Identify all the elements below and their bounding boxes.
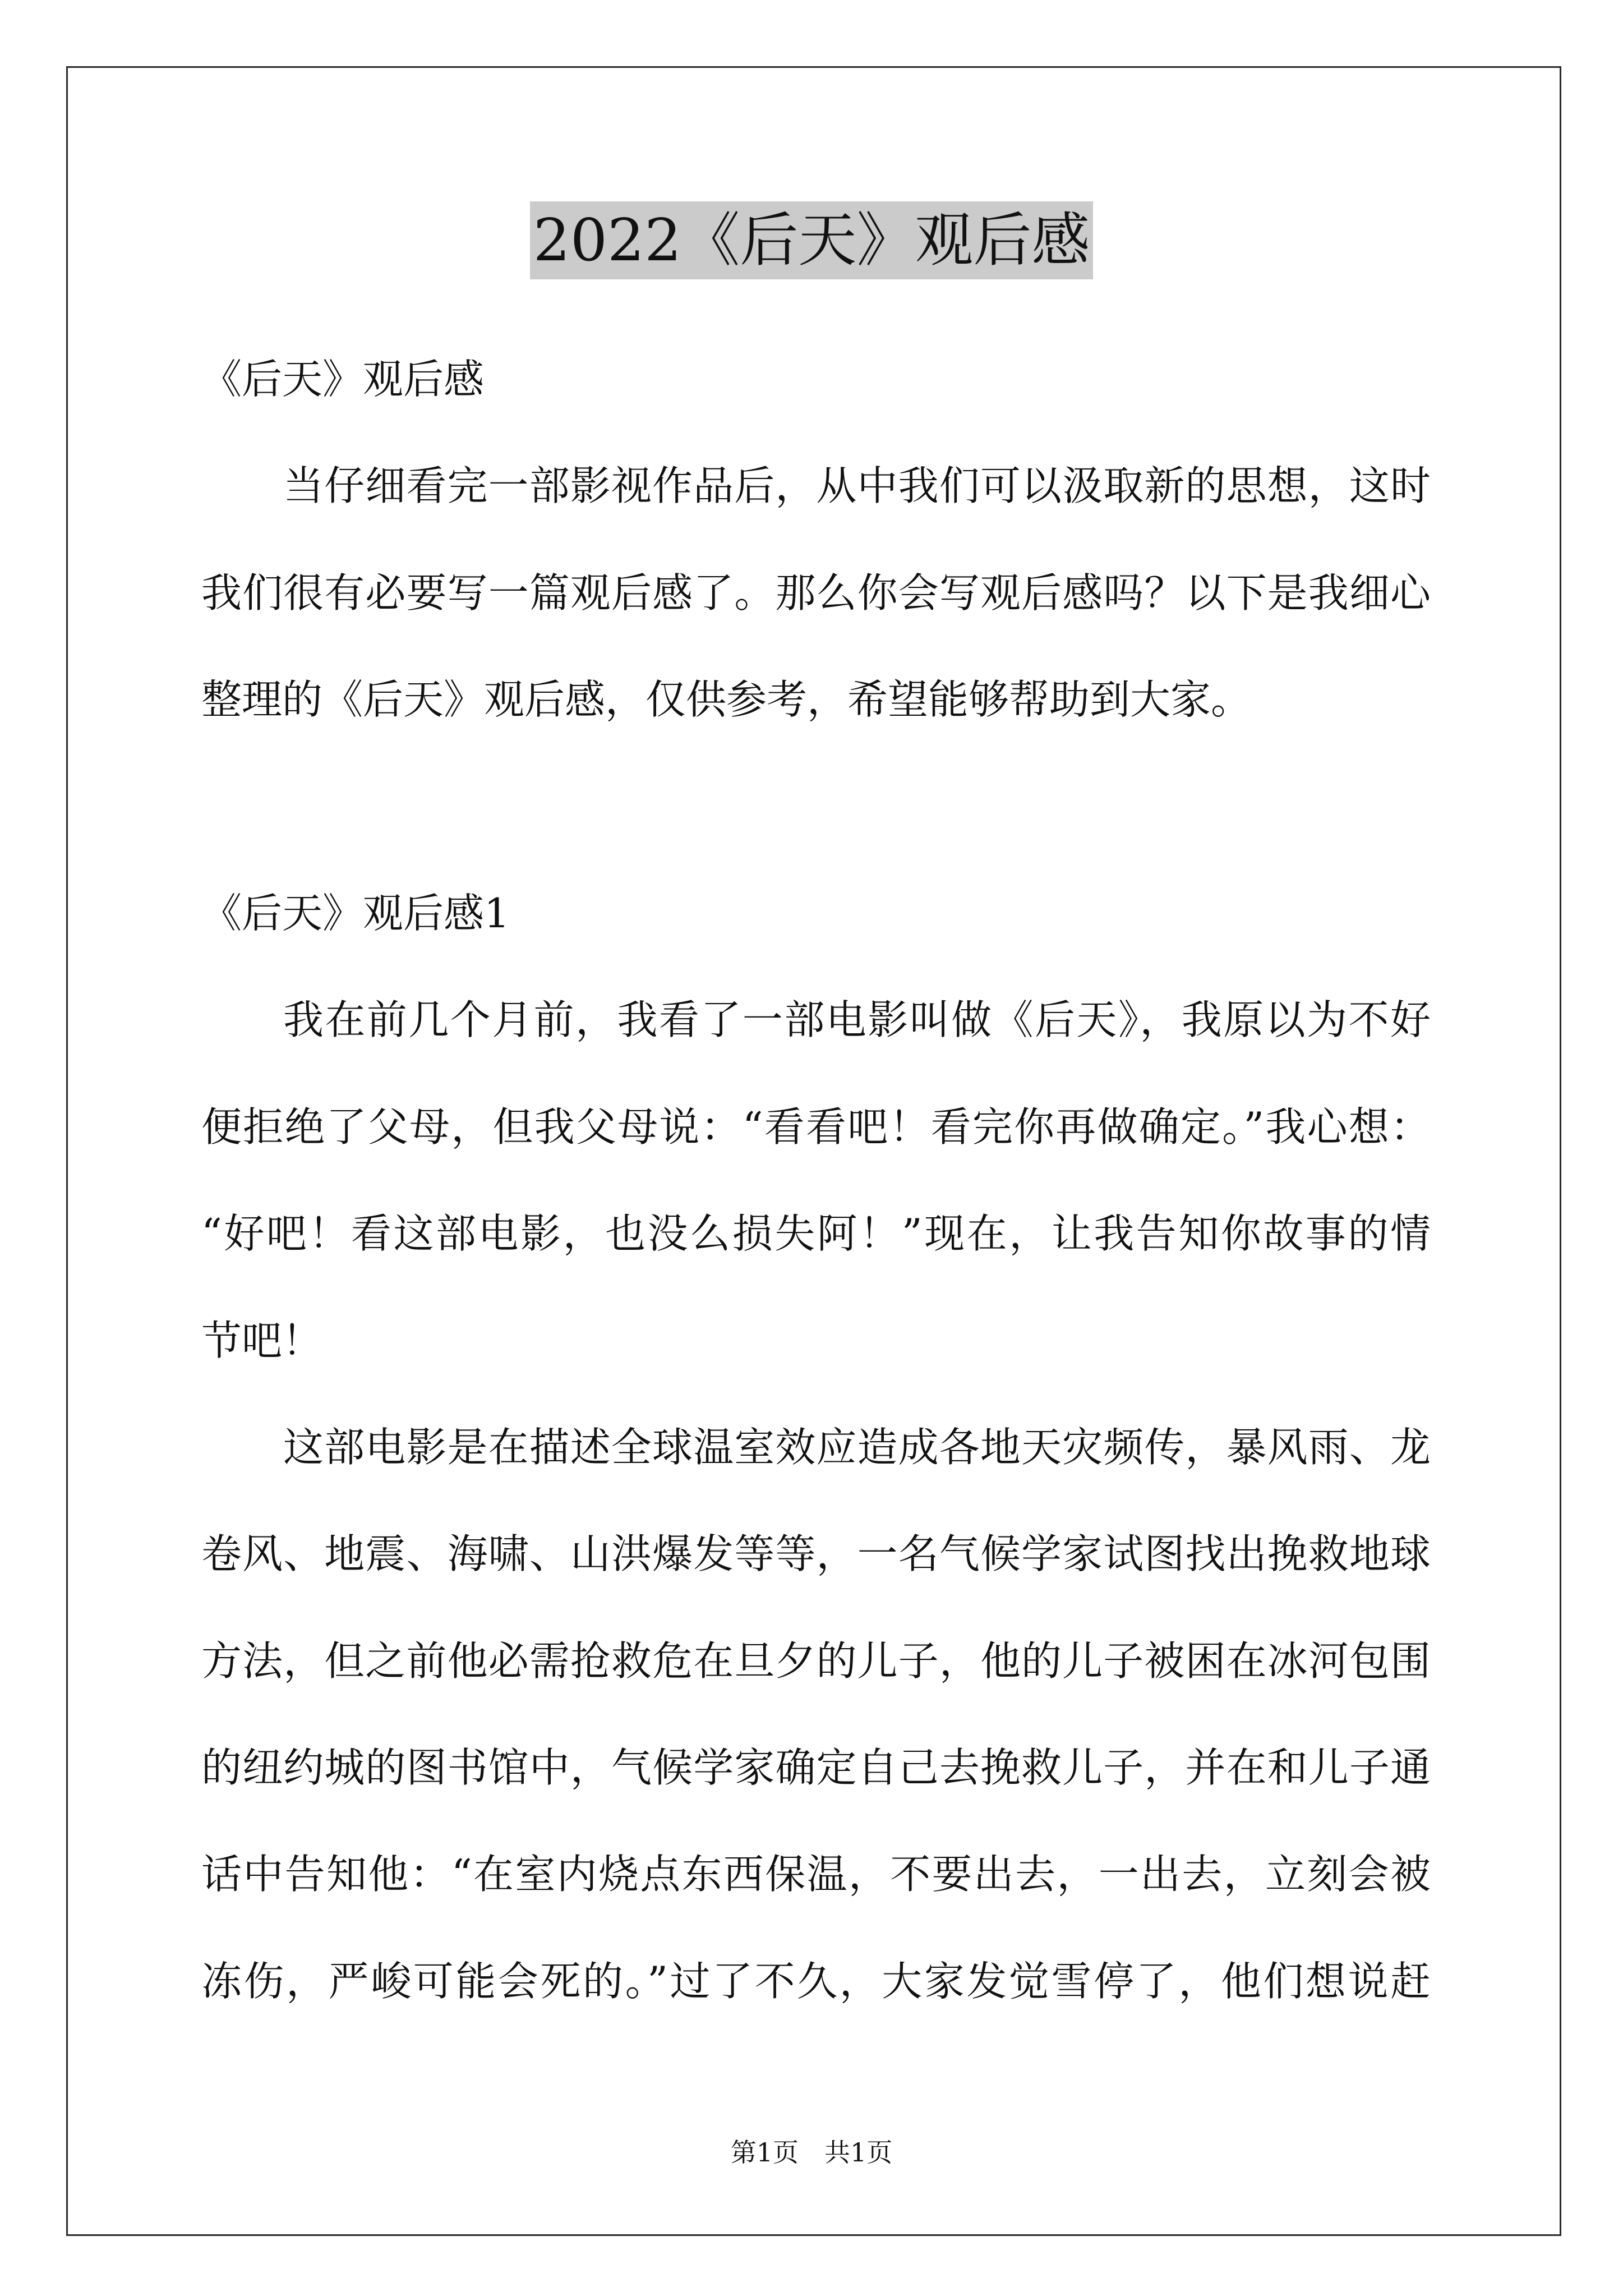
- document-body: [201, 326, 1431, 2035]
- paragraph-line: “好吧！看这部电影，也没么损失阿！”现在，让我告知你故事的情: [201, 1210, 1431, 1258]
- section-heading-1: 《后天》观后感1: [201, 889, 510, 937]
- paragraph-line: 便拒绝了父母，但我父母说：“看看吧！看完你再做确定。”我心想：: [201, 1103, 1431, 1151]
- paragraph-line: 的纽约城的图书馆中，气候学家确定自己去挽救儿子，并在和儿子通: [201, 1744, 1431, 1792]
- paragraph-line: 节吧！: [201, 1317, 323, 1364]
- page-number-total: 共1页: [824, 2137, 893, 2168]
- section-heading-intro: 《后天》观后感: [201, 356, 485, 403]
- paragraph-line: 整理的《后天》观后感，仅供参考，希望能够帮助到大家。: [201, 676, 1252, 724]
- paragraph-line: 冻伤，严峻可能会死的。”过了不久，大家发觉雪停了，他们想说赶: [201, 1957, 1431, 2005]
- paragraph-line: 卷风、地震、海啸、山洪爆发等等，一名气候学家试图找出挽救地球: [201, 1530, 1431, 1578]
- paragraph-line: 这部电影是在描述全球温室效应造成各地天灾频传，暴风雨、龙: [283, 1423, 1431, 1471]
- paragraph-line: 我在前几个月前，我看了一部电影叫做《后天》，我原以为不好: [283, 996, 1431, 1044]
- document-title: 2022《后天》观后感: [530, 201, 1094, 279]
- page-footer: [0, 2136, 1623, 2169]
- paragraph-line: 话中告知他：“在室内烧点东西保温，不要出去，一出去，立刻会被: [201, 1851, 1431, 1898]
- paragraph-line: 我们很有必要写一篇观后感了。那么你会写观后感吗？以下是我细心: [201, 569, 1431, 616]
- title-container: [0, 201, 1623, 279]
- paragraph-line: 当仔细看完一部影视作品后，从中我们可以汲取新的思想，这时: [283, 462, 1431, 510]
- blank-line: [201, 753, 1431, 860]
- paragraph-line: 方法，但之前他必需抢救危在旦夕的儿子，他的儿子被困在冰河包围: [201, 1637, 1431, 1685]
- page-number-current: 第1页: [730, 2137, 799, 2168]
